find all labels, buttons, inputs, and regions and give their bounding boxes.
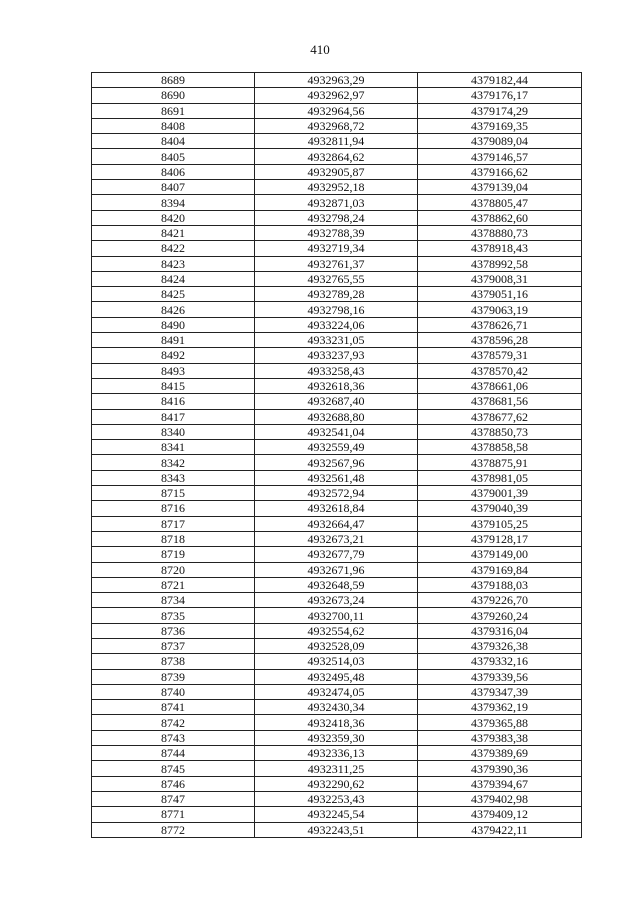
y-coordinate-cell: 4379001,39 bbox=[418, 486, 582, 501]
y-coordinate-cell: 4379188,03 bbox=[418, 577, 582, 592]
point-number-cell: 8735 bbox=[92, 608, 255, 623]
x-coordinate-cell: 4932798,24 bbox=[255, 210, 418, 225]
y-coordinate-cell: 4379063,19 bbox=[418, 302, 582, 317]
table-row bbox=[92, 608, 582, 623]
y-coordinate-cell: 4379260,24 bbox=[418, 608, 582, 623]
point-number-cell: 8406 bbox=[92, 164, 255, 179]
x-coordinate-cell: 4932687,40 bbox=[255, 394, 418, 409]
table-row bbox=[92, 440, 582, 455]
point-number-cell: 8394 bbox=[92, 195, 255, 210]
point-number-cell: 8407 bbox=[92, 180, 255, 195]
y-coordinate-cell: 4379339,56 bbox=[418, 669, 582, 684]
point-number-cell: 8424 bbox=[92, 271, 255, 286]
point-number-cell: 8746 bbox=[92, 776, 255, 791]
point-number-cell: 8425 bbox=[92, 287, 255, 302]
x-coordinate-cell: 4932671,96 bbox=[255, 562, 418, 577]
point-number-cell: 8493 bbox=[92, 363, 255, 378]
y-coordinate-cell: 4379383,38 bbox=[418, 730, 582, 745]
table-row bbox=[92, 333, 582, 348]
y-coordinate-cell: 4378862,60 bbox=[418, 210, 582, 225]
y-coordinate-cell: 4379040,39 bbox=[418, 501, 582, 516]
x-coordinate-cell: 4932430,34 bbox=[255, 700, 418, 715]
point-number-cell: 8743 bbox=[92, 730, 255, 745]
y-coordinate-cell: 4379389,69 bbox=[418, 746, 582, 761]
y-coordinate-cell: 4379176,17 bbox=[418, 88, 582, 103]
x-coordinate-cell: 4932290,62 bbox=[255, 776, 418, 791]
x-coordinate-cell: 4932418,36 bbox=[255, 715, 418, 730]
table-row bbox=[92, 409, 582, 424]
coordinates-table bbox=[91, 72, 582, 838]
y-coordinate-cell: 4379149,00 bbox=[418, 547, 582, 562]
y-coordinate-cell: 4379146,57 bbox=[418, 149, 582, 164]
point-number-cell: 8417 bbox=[92, 409, 255, 424]
point-number-cell: 8421 bbox=[92, 225, 255, 240]
point-number-cell: 8340 bbox=[92, 424, 255, 439]
point-number-cell: 8341 bbox=[92, 440, 255, 455]
table-row bbox=[92, 730, 582, 745]
point-number-cell: 8737 bbox=[92, 638, 255, 653]
point-number-cell: 8691 bbox=[92, 103, 255, 118]
point-number-cell: 8491 bbox=[92, 333, 255, 348]
table-row bbox=[92, 516, 582, 531]
table-row bbox=[92, 195, 582, 210]
point-number-cell: 8422 bbox=[92, 241, 255, 256]
x-coordinate-cell: 4932474,05 bbox=[255, 684, 418, 699]
table-row bbox=[92, 180, 582, 195]
x-coordinate-cell: 4932952,18 bbox=[255, 180, 418, 195]
y-coordinate-cell: 4379332,16 bbox=[418, 654, 582, 669]
y-coordinate-cell: 4378681,56 bbox=[418, 394, 582, 409]
y-coordinate-cell: 4379128,17 bbox=[418, 531, 582, 546]
table-row bbox=[92, 256, 582, 271]
y-coordinate-cell: 4379394,67 bbox=[418, 776, 582, 791]
point-number-cell: 8420 bbox=[92, 210, 255, 225]
table-row bbox=[92, 134, 582, 149]
table-row bbox=[92, 638, 582, 653]
y-coordinate-cell: 4379169,35 bbox=[418, 118, 582, 133]
table-row bbox=[92, 470, 582, 485]
x-coordinate-cell: 4932677,79 bbox=[255, 547, 418, 562]
x-coordinate-cell: 4932336,13 bbox=[255, 746, 418, 761]
x-coordinate-cell: 4932688,80 bbox=[255, 409, 418, 424]
y-coordinate-cell: 4379174,29 bbox=[418, 103, 582, 118]
table-row bbox=[92, 241, 582, 256]
table-row bbox=[92, 577, 582, 592]
x-coordinate-cell: 4932243,51 bbox=[255, 822, 418, 837]
x-coordinate-cell: 4932541,04 bbox=[255, 424, 418, 439]
table-row bbox=[92, 394, 582, 409]
point-number-cell: 8738 bbox=[92, 654, 255, 669]
point-number-cell: 8408 bbox=[92, 118, 255, 133]
x-coordinate-cell: 4932673,24 bbox=[255, 593, 418, 608]
x-coordinate-cell: 4932968,72 bbox=[255, 118, 418, 133]
y-coordinate-cell: 4379347,39 bbox=[418, 684, 582, 699]
table-row bbox=[92, 684, 582, 699]
point-number-cell: 8736 bbox=[92, 623, 255, 638]
table-row bbox=[92, 302, 582, 317]
x-coordinate-cell: 4933224,06 bbox=[255, 317, 418, 332]
x-coordinate-cell: 4932673,21 bbox=[255, 531, 418, 546]
x-coordinate-cell: 4932561,48 bbox=[255, 470, 418, 485]
table-row bbox=[92, 348, 582, 363]
point-number-cell: 8715 bbox=[92, 486, 255, 501]
x-coordinate-cell: 4932798,16 bbox=[255, 302, 418, 317]
point-number-cell: 8404 bbox=[92, 134, 255, 149]
x-coordinate-cell: 4932253,43 bbox=[255, 791, 418, 806]
y-coordinate-cell: 4379089,04 bbox=[418, 134, 582, 149]
x-coordinate-cell: 4933258,43 bbox=[255, 363, 418, 378]
table-row bbox=[92, 210, 582, 225]
point-number-cell: 8720 bbox=[92, 562, 255, 577]
table-row bbox=[92, 746, 582, 761]
point-number-cell: 8492 bbox=[92, 348, 255, 363]
y-coordinate-cell: 4378918,43 bbox=[418, 241, 582, 256]
x-coordinate-cell: 4932559,49 bbox=[255, 440, 418, 455]
y-coordinate-cell: 4378661,06 bbox=[418, 378, 582, 393]
y-coordinate-cell: 4379226,70 bbox=[418, 593, 582, 608]
x-coordinate-cell: 4932761,37 bbox=[255, 256, 418, 271]
table-row bbox=[92, 363, 582, 378]
y-coordinate-cell: 4379008,31 bbox=[418, 271, 582, 286]
table-row bbox=[92, 547, 582, 562]
y-coordinate-cell: 4379166,62 bbox=[418, 164, 582, 179]
x-coordinate-cell: 4932788,39 bbox=[255, 225, 418, 240]
point-number-cell: 8741 bbox=[92, 700, 255, 715]
y-coordinate-cell: 4378626,71 bbox=[418, 317, 582, 332]
table-row bbox=[92, 715, 582, 730]
y-coordinate-cell: 4379169,84 bbox=[418, 562, 582, 577]
point-number-cell: 8423 bbox=[92, 256, 255, 271]
point-number-cell: 8343 bbox=[92, 470, 255, 485]
y-coordinate-cell: 4379365,88 bbox=[418, 715, 582, 730]
x-coordinate-cell: 4932789,28 bbox=[255, 287, 418, 302]
x-coordinate-cell: 4932514,03 bbox=[255, 654, 418, 669]
y-coordinate-cell: 4379409,12 bbox=[418, 807, 582, 822]
x-coordinate-cell: 4932963,29 bbox=[255, 73, 418, 88]
point-number-cell: 8719 bbox=[92, 547, 255, 562]
table-row bbox=[92, 103, 582, 118]
point-number-cell: 8426 bbox=[92, 302, 255, 317]
x-coordinate-cell: 4932311,25 bbox=[255, 761, 418, 776]
y-coordinate-cell: 4379326,38 bbox=[418, 638, 582, 653]
y-coordinate-cell: 4379390,36 bbox=[418, 761, 582, 776]
x-coordinate-cell: 4932618,84 bbox=[255, 501, 418, 516]
point-number-cell: 8745 bbox=[92, 761, 255, 776]
table-row bbox=[92, 700, 582, 715]
table-row bbox=[92, 669, 582, 684]
table-row bbox=[92, 761, 582, 776]
point-number-cell: 8718 bbox=[92, 531, 255, 546]
y-coordinate-cell: 4378677,62 bbox=[418, 409, 582, 424]
y-coordinate-cell: 4378570,42 bbox=[418, 363, 582, 378]
table-row bbox=[92, 225, 582, 240]
x-coordinate-cell: 4932765,55 bbox=[255, 271, 418, 286]
point-number-cell: 8740 bbox=[92, 684, 255, 699]
x-coordinate-cell: 4932664,47 bbox=[255, 516, 418, 531]
point-number-cell: 8747 bbox=[92, 791, 255, 806]
x-coordinate-cell: 4932962,97 bbox=[255, 88, 418, 103]
x-coordinate-cell: 4932648,59 bbox=[255, 577, 418, 592]
y-coordinate-cell: 4379105,25 bbox=[418, 516, 582, 531]
x-coordinate-cell: 4932700,11 bbox=[255, 608, 418, 623]
y-coordinate-cell: 4379422,11 bbox=[418, 822, 582, 837]
x-coordinate-cell: 4933231,05 bbox=[255, 333, 418, 348]
x-coordinate-cell: 4932495,48 bbox=[255, 669, 418, 684]
table-row bbox=[92, 149, 582, 164]
point-number-cell: 8744 bbox=[92, 746, 255, 761]
table-row bbox=[92, 501, 582, 516]
y-coordinate-cell: 4378875,91 bbox=[418, 455, 582, 470]
y-coordinate-cell: 4378850,73 bbox=[418, 424, 582, 439]
table-row bbox=[92, 287, 582, 302]
y-coordinate-cell: 4379402,98 bbox=[418, 791, 582, 806]
table-row bbox=[92, 791, 582, 806]
x-coordinate-cell: 4932618,36 bbox=[255, 378, 418, 393]
table-row bbox=[92, 118, 582, 133]
y-coordinate-cell: 4378805,47 bbox=[418, 195, 582, 210]
x-coordinate-cell: 4932572,94 bbox=[255, 486, 418, 501]
y-coordinate-cell: 4378596,28 bbox=[418, 333, 582, 348]
y-coordinate-cell: 4378992,58 bbox=[418, 256, 582, 271]
x-coordinate-cell: 4932554,62 bbox=[255, 623, 418, 638]
x-coordinate-cell: 4932871,03 bbox=[255, 195, 418, 210]
y-coordinate-cell: 4379051,16 bbox=[418, 287, 582, 302]
table-row bbox=[92, 271, 582, 286]
y-coordinate-cell: 4379139,04 bbox=[418, 180, 582, 195]
table-row bbox=[92, 378, 582, 393]
x-coordinate-cell: 4932719,34 bbox=[255, 241, 418, 256]
point-number-cell: 8734 bbox=[92, 593, 255, 608]
x-coordinate-cell: 4933237,93 bbox=[255, 348, 418, 363]
table-row bbox=[92, 486, 582, 501]
point-number-cell: 8717 bbox=[92, 516, 255, 531]
table-row bbox=[92, 822, 582, 837]
table-row bbox=[92, 776, 582, 791]
x-coordinate-cell: 4932964,56 bbox=[255, 103, 418, 118]
point-number-cell: 8415 bbox=[92, 378, 255, 393]
page-number: 410 bbox=[310, 42, 330, 57]
coordinates-table-body bbox=[92, 73, 582, 838]
point-number-cell: 8405 bbox=[92, 149, 255, 164]
table-row bbox=[92, 562, 582, 577]
x-coordinate-cell: 4932864,62 bbox=[255, 149, 418, 164]
x-coordinate-cell: 4932359,30 bbox=[255, 730, 418, 745]
point-number-cell: 8690 bbox=[92, 88, 255, 103]
table-row bbox=[92, 424, 582, 439]
point-number-cell: 8721 bbox=[92, 577, 255, 592]
point-number-cell: 8772 bbox=[92, 822, 255, 837]
point-number-cell: 8742 bbox=[92, 715, 255, 730]
point-number-cell: 8716 bbox=[92, 501, 255, 516]
x-coordinate-cell: 4932567,96 bbox=[255, 455, 418, 470]
y-coordinate-cell: 4378981,05 bbox=[418, 470, 582, 485]
table-row bbox=[92, 654, 582, 669]
point-number-cell: 8490 bbox=[92, 317, 255, 332]
y-coordinate-cell: 4378858,58 bbox=[418, 440, 582, 455]
y-coordinate-cell: 4379182,44 bbox=[418, 73, 582, 88]
point-number-cell: 8416 bbox=[92, 394, 255, 409]
y-coordinate-cell: 4379362,19 bbox=[418, 700, 582, 715]
y-coordinate-cell: 4379316,04 bbox=[418, 623, 582, 638]
table-row bbox=[92, 164, 582, 179]
table-row bbox=[92, 593, 582, 608]
y-coordinate-cell: 4378880,73 bbox=[418, 225, 582, 240]
table-row bbox=[92, 531, 582, 546]
table-row bbox=[92, 623, 582, 638]
table-row bbox=[92, 317, 582, 332]
x-coordinate-cell: 4932811,94 bbox=[255, 134, 418, 149]
table-row bbox=[92, 455, 582, 470]
point-number-cell: 8689 bbox=[92, 73, 255, 88]
x-coordinate-cell: 4932905,87 bbox=[255, 164, 418, 179]
point-number-cell: 8342 bbox=[92, 455, 255, 470]
x-coordinate-cell: 4932528,09 bbox=[255, 638, 418, 653]
table-row bbox=[92, 73, 582, 88]
point-number-cell: 8739 bbox=[92, 669, 255, 684]
y-coordinate-cell: 4378579,31 bbox=[418, 348, 582, 363]
table-row bbox=[92, 807, 582, 822]
point-number-cell: 8771 bbox=[92, 807, 255, 822]
table-row bbox=[92, 88, 582, 103]
x-coordinate-cell: 4932245,54 bbox=[255, 807, 418, 822]
